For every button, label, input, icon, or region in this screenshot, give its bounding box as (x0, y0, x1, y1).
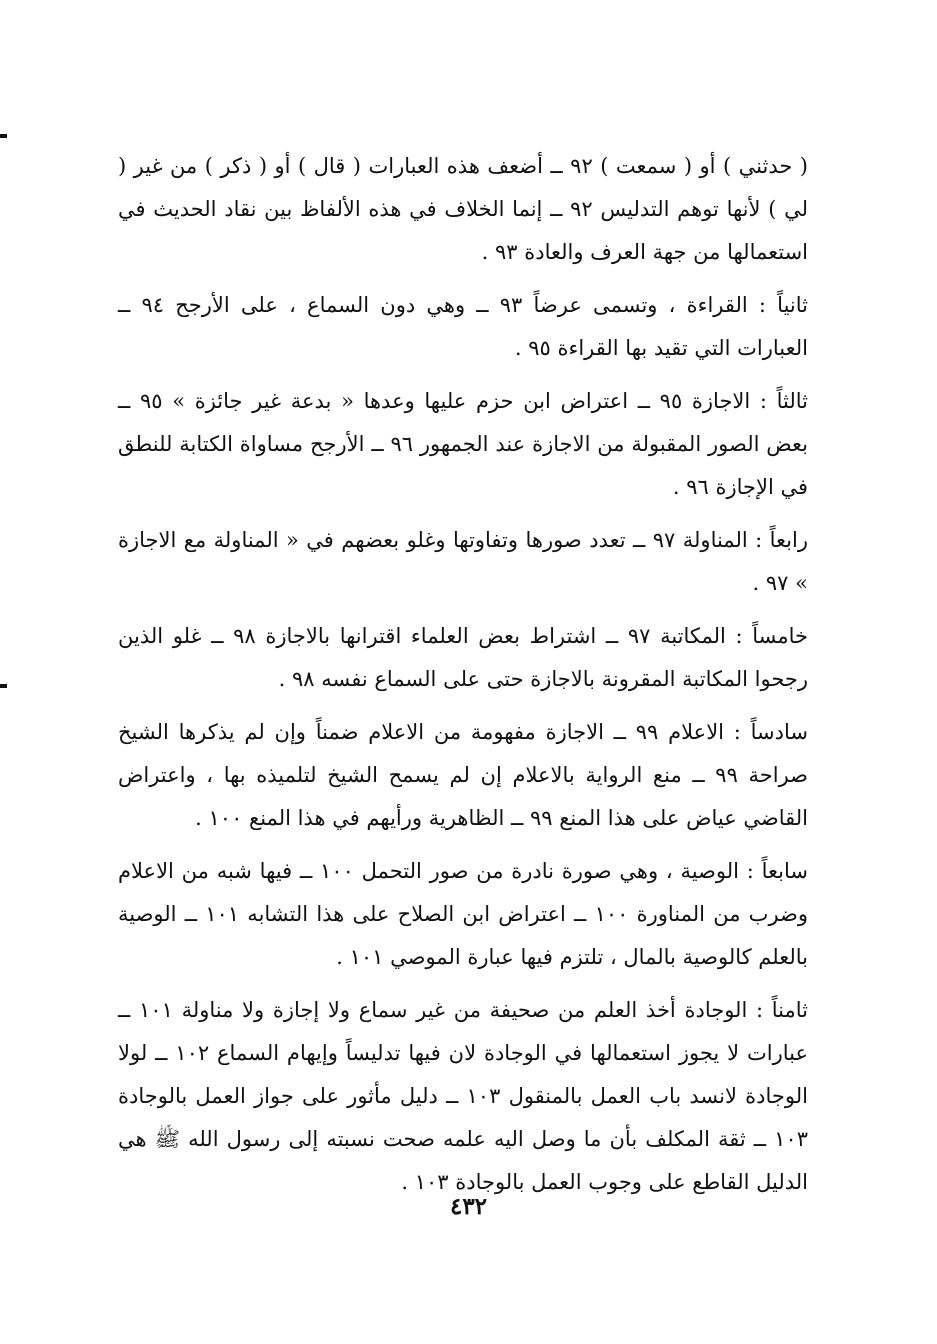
table-of-contents-text (118, 145, 808, 1214)
page-number: ٤٣٢ (449, 1193, 488, 1220)
paragraph: خامساً : المكاتبة ٩٧ ــ اشتراط بعض العلماء اقترانها بالاجازة ٩٨ ــ غلو الذين رجحوا المكاتبة المقرونة بالاجازة حتى على السماع نفسه ٩٨ . (118, 624, 809, 691)
paragraph: سابعاً : الوصية ، وهي صورة نادرة من صور التحمل ١٠٠ ــ فيها شبه من الاعلام وضرب من المناورة ١٠٠ ــ اعتراض ابن الصلاح على هذا التشابه ١٠١ ــ الوصية بالعلم كالوصية بالمال ، تلتزم فيها عبارة الموصي ١٠١ . (118, 859, 809, 969)
paragraph: ثامناً : الوجادة أخذ العلم من صحيفة من غير سماع ولا إجازة ولا مناولة ١٠١ ــ عبارات لا يجوز استعمالها في الوجادة لان فيها تدليساً وإيهام السماع ١٠٢ ــ لولا الوجادة لانسد باب العمل بالمنقول ١٠٣ ــ دليل مأثور على جواز العمل بالوجادة ١٠٣ ــ ثقة المكلف بأن ما وصل اليه علمه صحت نسبته إلى رسول الله ﷺ هي الدليل القاطع على وجوب العمل بالوجادة ١٠٣ . (118, 998, 808, 1194)
paragraph: ( حدثني ) أو ( سمعت ) ٩٢ ــ أضعف هذه العبارات ( قال ) أو ( ذكر ) من غير ( لي ) لأنها توهم التدليس ٩٢ ــ إنما الخلاف في هذه الألفاظ بين نقاد الحديث في استعمالها من جهة العرف والعادة ٩٣ . (118, 154, 808, 264)
paragraph: رابعاً : المناولة ٩٧ ــ تعدد صورها وتفاوتها وغلو بعضهم في « المناولة مع الاجازة » ٩٧ . (118, 528, 808, 595)
paragraph: ثانياً : القراءة ، وتسمى عرضاً ٩٣ ــ وهي دون السماع ، على الأرجح ٩٤ ــ العبارات التي تقيد بها القراءة ٩٥ . (118, 293, 808, 360)
scan-edge-mark (0, 134, 7, 138)
scan-edge-mark (0, 684, 7, 688)
paragraph: سادساً : الاعلام ٩٩ ــ الاجازة مفهومة من الاعلام ضمناً وإن لم يذكرها الشيخ صراحة ٩٩ ــ منع الرواية بالاعلام إن لم يسمح الشيخ لتلميذه بها ، واعتراض القاضي عياض على هذا المنع ٩٩ ــ الظاهرية ورأيهم في هذا المنع ١٠٠ . (118, 720, 808, 830)
paragraph: ثالثاً : الاجازة ٩٥ ــ اعتراض ابن حزم عليها وعدها « بدعة غير جائزة » ٩٥ ــ بعض الصور المقبولة من الاجازة عند الجمهور ٩٦ ــ الأرجح مساواة الكتابة للنطق في الإجازة ٩٦ . (118, 389, 809, 499)
